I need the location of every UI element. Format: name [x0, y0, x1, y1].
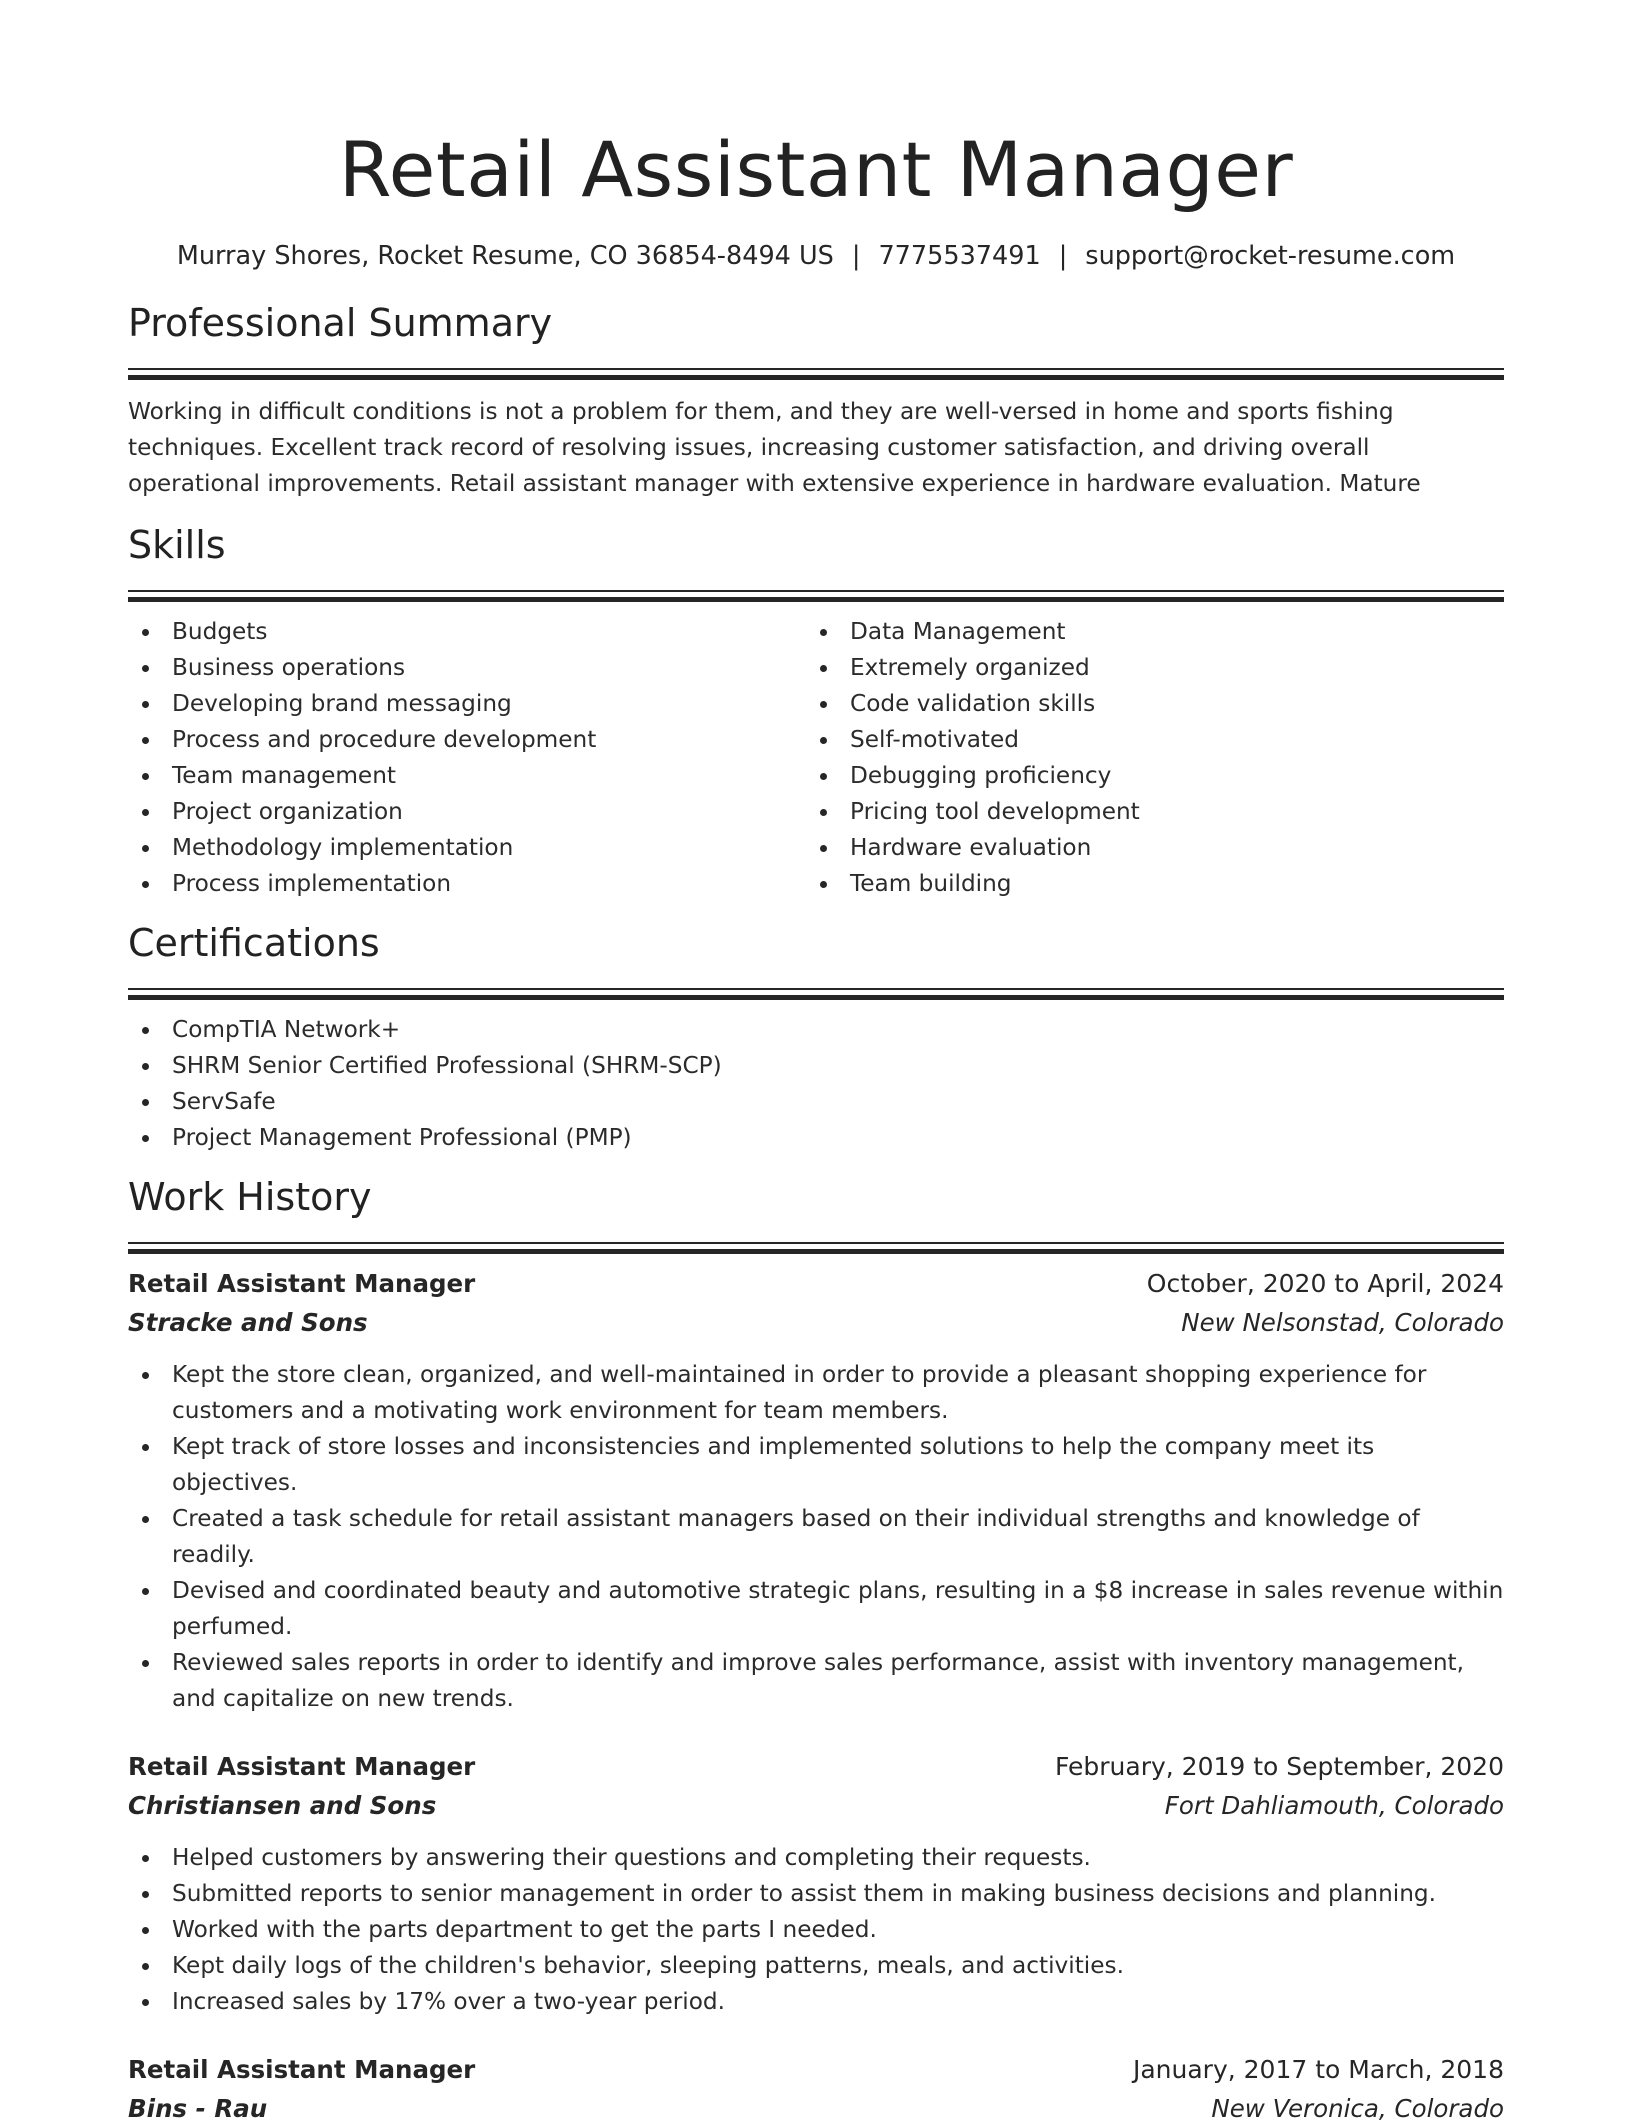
section-divider — [128, 590, 1504, 602]
skill-item: Developing brand messaging — [128, 686, 806, 722]
summary-section — [128, 298, 1504, 502]
certification-item: Project Management Professional (PMP) — [128, 1120, 1504, 1156]
skill-item: Extremely organized — [806, 650, 1484, 686]
job-company: Christiansen and Sons — [128, 1791, 437, 1820]
certifications-list — [128, 1012, 1504, 1156]
job-company: Bins - Rau — [128, 2094, 268, 2123]
job-entry — [128, 1264, 1504, 1717]
resume-name: Retail Assistant Manager — [338, 125, 1294, 214]
certification-item: CompTIA Network+ — [128, 1012, 1504, 1048]
section-divider — [128, 1242, 1504, 1254]
resume-page — [128, 0, 1504, 2128]
work-history-heading: Work History — [128, 1175, 372, 1219]
job-dates: February, 2019 to September, 2020 — [1055, 1752, 1504, 1781]
skill-item: Code validation skills — [806, 686, 1484, 722]
certifications-heading: Certifications — [128, 921, 380, 965]
skill-item: Process implementation — [128, 866, 806, 902]
skill-item: Self-motivated — [806, 722, 1484, 758]
skills-list-left — [128, 614, 806, 902]
skill-item: Data Management — [806, 614, 1484, 650]
job-duty: Helped customers by answering their questions and completing their requests. — [128, 1840, 1504, 1876]
skill-item: Debugging proficiency — [806, 758, 1484, 794]
job-duty: Increased sales by 17% over a two-year period. — [128, 1984, 1504, 2020]
skill-item: Methodology implementation — [128, 830, 806, 866]
job-company: Stracke and Sons — [128, 1308, 368, 1337]
skill-item: Team management — [128, 758, 806, 794]
job-title: Retail Assistant Manager — [128, 1269, 476, 1298]
job-duty: Devised and coordinated beauty and automotive strategic plans, resulting in a $8 increase in sales revenue within perfumed. — [128, 1573, 1504, 1645]
section-divider — [128, 368, 1504, 380]
skill-item: Hardware evaluation — [806, 830, 1484, 866]
job-duty: Reviewed sales reports in order to identify and improve sales performance, assist with inventory management, and capitalize on new trends. — [128, 1645, 1504, 1717]
job-location: Fort Dahliamouth, Colorado — [1164, 1791, 1504, 1820]
skill-item: Project organization — [128, 794, 806, 830]
skill-item: Process and procedure development — [128, 722, 806, 758]
certification-item: SHRM Senior Certified Professional (SHRM-SCP) — [128, 1048, 1504, 1084]
skills-list-right — [806, 614, 1484, 902]
job-duty: Kept track of store losses and inconsistencies and implemented solutions to help the company meet its objectives. — [128, 1429, 1504, 1501]
job-entry — [128, 2050, 1504, 2128]
skills-section — [128, 520, 1504, 902]
job-duty: Worked with the parts department to get the parts I needed. — [128, 1912, 1504, 1948]
contact-email: support@rocket-resume.com — [1085, 241, 1456, 271]
job-location: New Veronica, Colorado — [1211, 2094, 1504, 2123]
certifications-section — [128, 918, 1504, 1156]
skill-item: Budgets — [128, 614, 806, 650]
job-duties-list — [128, 1357, 1504, 1717]
certification-item: ServSafe — [128, 1084, 1504, 1120]
work-history-section — [128, 1172, 1504, 2128]
job-title: Retail Assistant Manager — [128, 2055, 476, 2084]
contact-line — [128, 236, 1504, 276]
skills-heading: Skills — [128, 523, 226, 567]
contact-phone: 7775537491 — [878, 241, 1041, 271]
skill-item: Business operations — [128, 650, 806, 686]
job-duty: Created a task schedule for retail assistant managers based on their individual strengths and knowledge of readily. — [128, 1501, 1504, 1573]
job-duty: Kept daily logs of the children's behavior, sleeping patterns, meals, and activities. — [128, 1948, 1504, 1984]
contact-address: Murray Shores, Rocket Resume, CO 36854-8494 US — [176, 241, 834, 271]
contact-separator: | — [1058, 241, 1068, 271]
job-entry — [128, 1747, 1504, 2020]
section-divider — [128, 988, 1504, 1000]
job-dates: October, 2020 to April, 2024 — [1146, 1269, 1504, 1298]
skill-item: Team building — [806, 866, 1484, 902]
job-dates: January, 2017 to March, 2018 — [1132, 2055, 1504, 2084]
summary-text: Working in difficult conditions is not a problem for them, and they are well-versed in home and sports fishing techniques. Excellent track record of resolving issues, increasing customer satisfaction, and driving overall operational improvements. Retail assistant manager with extensive experience in hardware evaluation. Mature — [128, 398, 1421, 497]
job-duty: Kept the store clean, organized, and well-maintained in order to provide a pleasant shopping experience for customers and a motivating work environment for team members. — [128, 1357, 1504, 1429]
summary-heading: Professional Summary — [128, 301, 553, 345]
job-duties-list — [128, 1840, 1504, 2020]
job-title: Retail Assistant Manager — [128, 1752, 476, 1781]
skill-item: Pricing tool development — [806, 794, 1484, 830]
job-duty: Submitted reports to senior management in order to assist them in making business decisions and planning. — [128, 1876, 1504, 1912]
job-location: New Nelsonstad, Colorado — [1181, 1308, 1504, 1337]
contact-separator: | — [851, 241, 861, 271]
